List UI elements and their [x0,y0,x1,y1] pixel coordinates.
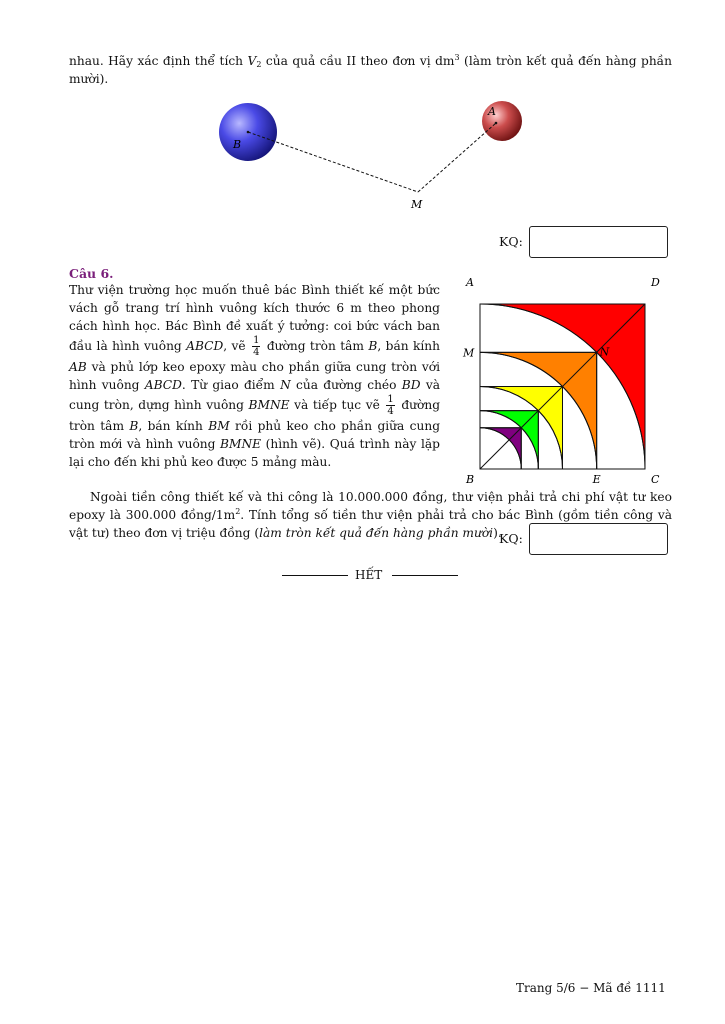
q5-paragraph [69,52,672,88]
frac-den: 4 [253,347,260,358]
q6-text: , bán kính [377,339,440,353]
end-rule-right [392,575,458,576]
q6-text: ). [493,526,502,540]
point-b [247,131,250,134]
label-c: C [651,473,660,486]
q6-kq-label: KQ: [499,531,523,546]
q6-text: đường tròn tâm [69,398,441,433]
q6-var: BD [401,378,421,392]
label-a: A [488,105,496,118]
end-text: HẾT [355,568,383,582]
frac-den: 4 [387,406,394,417]
frac-num: 1 [253,335,260,346]
label-b: B [466,473,475,486]
q6-paragraph-1 [69,281,440,471]
spheres-figure [200,92,540,217]
q6-text: . Tính tổng số tiền thư viện phải trả cho bác Bình (gồm tiền công và vật tư) theo đơn vị triệu đồng ( [69,508,673,540]
q6-var: AB [69,360,87,374]
q6-text: và phủ lớp keo epoxy màu cho phần giữa cung tròn với hình vuông [69,360,440,392]
q6-text: của đường chéo [290,378,402,392]
q6-answer-box[interactable] [529,523,668,555]
q5-unit-exponent: 3 [454,53,460,62]
q5-text: (làm tròn kết quả đến hàng phần mười). [69,54,672,86]
quarter-circles-figure [455,276,670,488]
segment-bm [248,132,418,192]
end-rule-left [282,575,348,576]
fraction-one-quarter [386,394,394,417]
label-b: B [233,138,242,151]
page-footer: Trang 5/6 − Mã đề 1111 [516,981,666,995]
q5-text: nhau. Hãy xác định thể tích [69,54,248,68]
q6-text: , vẽ [223,339,251,353]
q6-text: Ngoài tiền công thiết kế và thi công là 10.000.000 đồng, thư viện phải trả chi phí vật tư keo epoxy là 300.000 đồng/1m [69,490,672,522]
q6-heading: Câu 6. [69,266,114,281]
q6-var: N [280,378,291,392]
q6-text: và tiếp tục vẽ [289,398,385,412]
q6-var: BMNE [248,398,290,412]
q6-text: . Từ giao điểm [181,378,281,392]
point-a [495,122,498,125]
area-unit-exponent: 2 [235,507,241,516]
q6-text: và cung tròn, dựng hình vuông [69,378,440,412]
q6-text: , bán kính [138,419,209,433]
label-n: N [599,345,610,359]
q6-var: B [129,419,139,433]
fraction-one-quarter [252,335,260,358]
q6-text: (hình vẽ). Quá trình này lặp lại cho đến khi phủ keo được 5 mảng màu. [69,437,440,469]
label-m: M [411,198,423,211]
q6-var: ABCD [144,378,182,392]
q6-italic-note: làm tròn kết quả đến hàng phần mười [259,526,494,540]
q5-kq-label: KQ: [499,234,523,249]
label-m: M [463,346,475,360]
q6-var: ABCD [186,339,224,353]
label-a: A [466,276,474,289]
q6-text: rồi phủ keo cho phần giữa cung tròn mới và hình vuông [69,419,440,451]
label-d: D [651,276,660,289]
frac-num: 1 [387,394,394,405]
q6-text: Thư viện trường học muốn thuê bác Bình thiết kế một bức vách gỗ trang trí hình vuông kích thước 6 m theo phong cách hình học. Bác Bình đề xuất ý tưởng: coi bức vách ban đầu là hình vuông [69,283,440,353]
q6-var: B [368,339,378,353]
q5-var: V [247,54,257,68]
q6-var: BM [208,419,230,433]
segment-ma [418,123,496,192]
q5-text: của quả cầu II theo đơn vị dm [261,54,455,68]
q5-answer-box[interactable] [529,226,668,258]
label-e: E [592,473,601,486]
q6-var: BMNE [220,437,262,451]
q6-text: đường tròn tâm [262,339,369,353]
q5-var-subscript: 2 [256,60,262,69]
